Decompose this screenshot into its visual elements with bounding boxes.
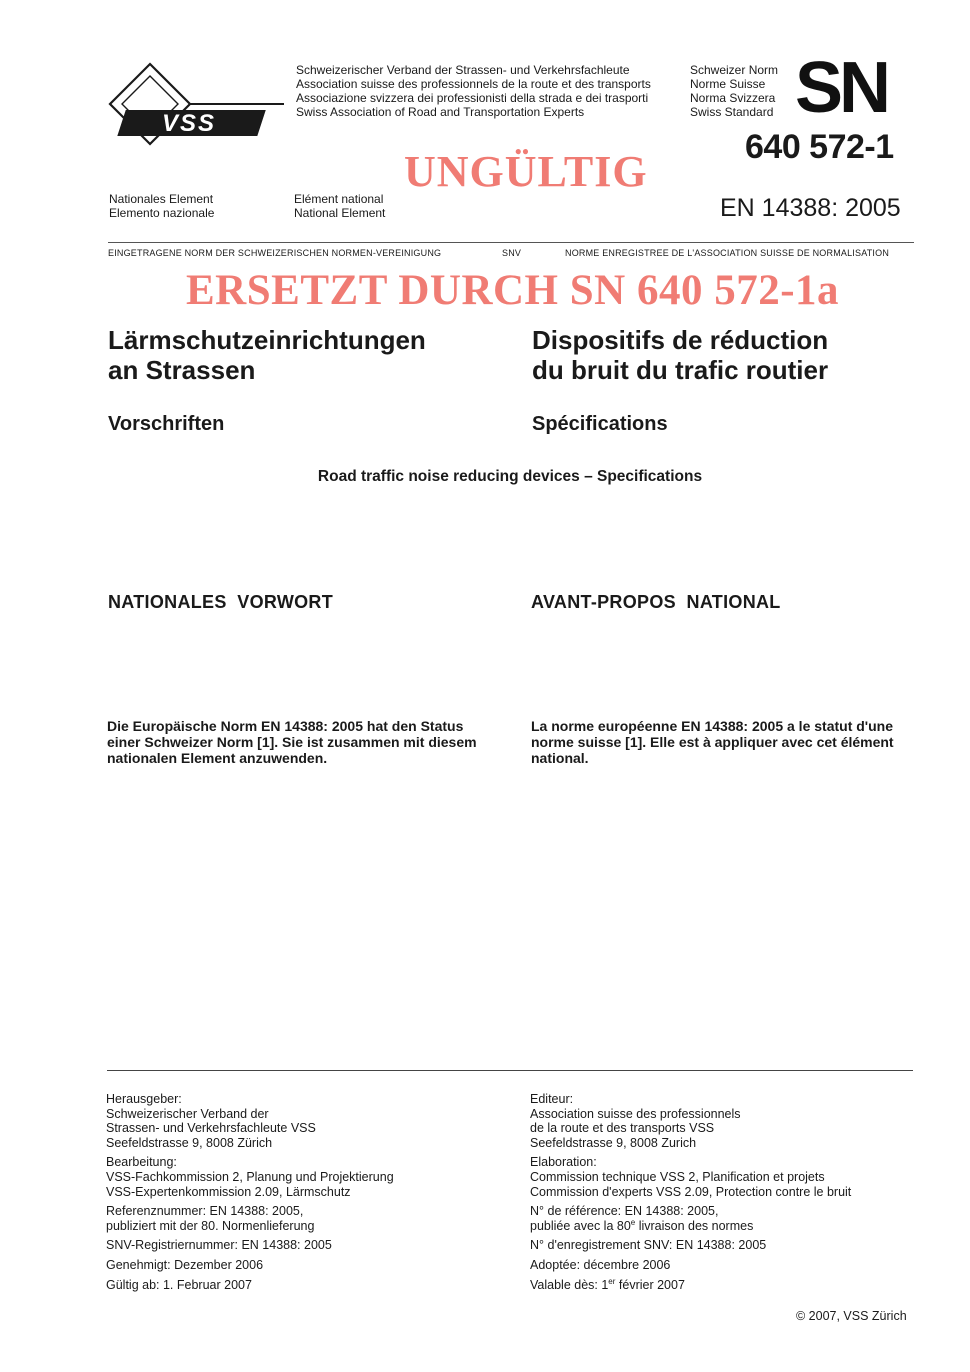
element-label-en: National Element xyxy=(294,206,386,220)
publisher-fr: Association suisse des professionnels xyxy=(530,1106,741,1121)
edit-label-fr: Elaboration: xyxy=(530,1155,597,1170)
registry-left: EINGETRAGENE NORM DER SCHWEIZERISCHEN NORMEN-VEREINIGUNG xyxy=(108,248,442,258)
ref-fr-2-pre: publiée avec la 80 xyxy=(530,1218,631,1233)
association-en: Swiss Association of Road and Transportation Experts xyxy=(296,105,585,119)
norm-type-de: Schweizer Norm xyxy=(690,63,779,77)
edit-fr: Commission d'experts VSS 2.09, Protection contre le bruit xyxy=(530,1184,852,1199)
element-label-fr: Elément national xyxy=(294,192,384,206)
approved-de: Genehmigt: Dezember 2006 xyxy=(106,1257,264,1272)
foreword-fr-line: norme suisse [1]. Elle est à appliquer avec cet élément xyxy=(531,734,894,750)
snv-de: SNV-Registriernummer: EN 14388: 2005 xyxy=(106,1238,332,1253)
association-fr: Association suisse des professionnels de la route et des transports xyxy=(296,77,651,91)
title-de-line1: Lärmschutzeinrichtungen xyxy=(108,325,426,355)
publisher-label-fr: Editeur: xyxy=(530,1092,574,1106)
ref-fr-2-post: livraison des normes xyxy=(635,1218,754,1233)
norm-number: 640 572-1 xyxy=(745,128,894,166)
ref-de: publiziert mit der 80. Normenlieferung xyxy=(106,1218,315,1233)
publisher-label-de: Herausgeber: xyxy=(106,1092,182,1106)
footer-de xyxy=(106,1092,516,1292)
invalid-stamp: UNGÜLTIG xyxy=(404,147,648,196)
valid-fr-post: février 2007 xyxy=(615,1277,685,1292)
title-de-line2: an Strassen xyxy=(108,355,256,385)
norm-type-en: Swiss Standard xyxy=(690,105,774,119)
foreword-de-line: einer Schweizer Norm [1]. Sie ist zusammen mit diesem xyxy=(107,734,477,750)
title-fr-line2: du bruit du trafic routier xyxy=(532,355,829,385)
en-number: EN 14388: 2005 xyxy=(720,194,901,222)
footer-rule xyxy=(107,1070,913,1071)
edit-label-de: Bearbeitung: xyxy=(106,1155,177,1170)
publisher-de: Schweizerischer Verband der xyxy=(106,1106,269,1121)
subtitle-fr: Spécifications xyxy=(532,413,668,435)
norm-type-it: Norma Svizzera xyxy=(690,91,776,105)
element-label-right xyxy=(294,192,385,220)
publisher-de: Seefeldstrasse 9, 8008 Zürich xyxy=(106,1135,273,1150)
valid-de: Gültig ab: 1. Februar 2007 xyxy=(106,1277,252,1292)
element-label-left xyxy=(109,192,214,220)
publisher-fr: de la route et des transports VSS xyxy=(530,1121,715,1136)
vss-logo xyxy=(106,60,288,150)
foreword-heading-fr: AVANT-PROPOS NATIONAL xyxy=(531,592,781,612)
edit-fr: Commission technique VSS 2, Planification et projets xyxy=(530,1169,825,1184)
edit-de: VSS-Expertenkommission 2.09, Lärmschutz xyxy=(106,1184,351,1199)
element-label-de: Nationales Element xyxy=(109,192,214,206)
valid-fr xyxy=(530,1278,930,1293)
copyright: © 2007, VSS Zürich xyxy=(796,1309,907,1323)
title-fr xyxy=(532,325,828,385)
norm-type-names xyxy=(690,63,800,119)
association-de: Schweizerischer Verband der Strassen- und Verkehrsfachleute xyxy=(296,63,630,77)
publisher-fr: Seefeldstrasse 9, 8008 Zurich xyxy=(530,1135,697,1150)
footer-fr xyxy=(530,1092,930,1292)
foreword-fr-line: national. xyxy=(531,750,589,766)
registry-rule xyxy=(108,242,914,243)
foreword-heading-de: NATIONALES VORWORT xyxy=(108,592,334,612)
svg-text:VSS: VSS xyxy=(162,110,217,137)
replaced-stamp: ERSETZT DURCH SN 640 572-1a xyxy=(186,267,840,314)
publisher-de: Strassen- und Verkehrsfachleute VSS xyxy=(106,1121,316,1136)
valid-fr-pre: Valable dès: 1 xyxy=(530,1277,609,1292)
registry-right: NORME ENREGISTREE DE L'ASSOCIATION SUISSE DE NORMALISATION xyxy=(565,248,890,258)
registry-mid: SNV xyxy=(502,248,522,258)
title-fr-line1: Dispositifs de réduction xyxy=(532,325,829,355)
ref-de: Referenznummer: EN 14388: 2005, xyxy=(106,1204,304,1219)
association-it: Associazione svizzera dei professionisti della strada e dei trasporti xyxy=(296,91,649,105)
snv-fr: N° d'enregistrement SNV: EN 14388: 2005 xyxy=(530,1238,767,1253)
subtitle-de: Vorschriften xyxy=(108,413,225,435)
approved-fr: Adoptée: décembre 2006 xyxy=(530,1257,671,1272)
valid-fr-sup: er xyxy=(608,1276,616,1286)
norm-type-fr: Norme Suisse xyxy=(690,77,766,91)
foreword-fr-line: La norme européenne EN 14388: 2005 a le statut d'une xyxy=(531,718,894,734)
foreword-de-line: nationalen Element anzuwenden. xyxy=(107,750,328,766)
foreword-text-de xyxy=(107,718,507,766)
ref-fr-2-sup: e xyxy=(630,1217,636,1227)
association-names xyxy=(296,63,696,119)
title-de xyxy=(108,325,426,385)
element-label-it: Elemento nazionale xyxy=(109,206,215,220)
foreword-de-line: Die Europäische Norm EN 14388: 2005 hat den Status xyxy=(107,718,464,734)
ref-fr: N° de référence: EN 14388: 2005, xyxy=(530,1204,719,1219)
ref-fr-2 xyxy=(530,1219,930,1234)
foreword-text-fr xyxy=(531,718,931,766)
title-en: Road traffic noise reducing devices – Specifications xyxy=(317,468,703,485)
sn-logo: SN xyxy=(795,48,888,128)
edit-de: VSS-Fachkommission 2, Planung und Projektierung xyxy=(106,1169,394,1184)
